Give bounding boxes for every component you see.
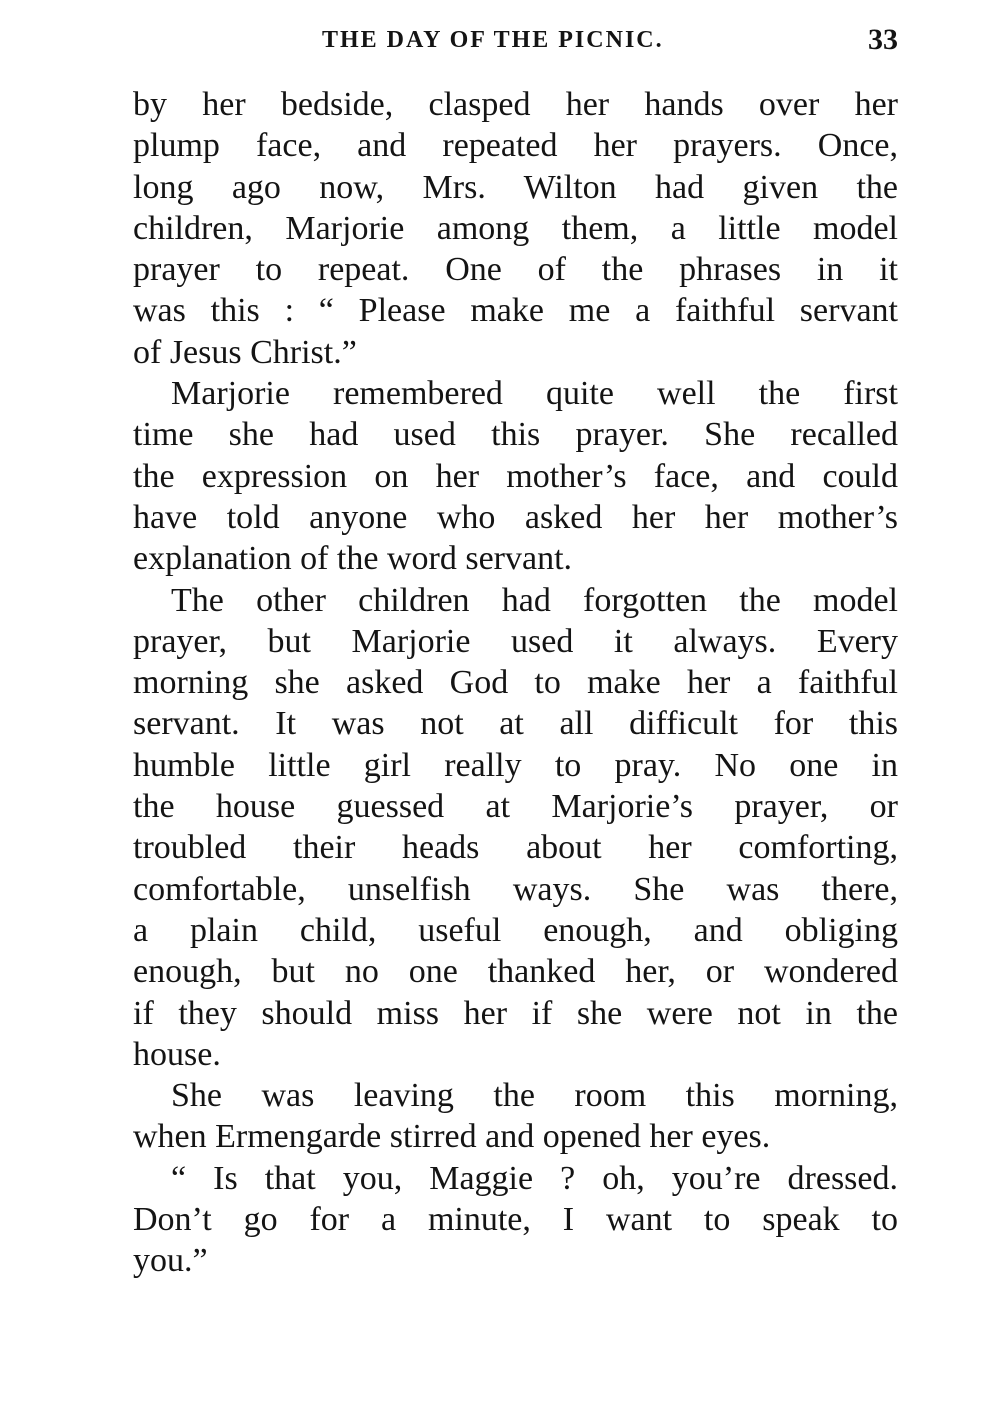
text-line: long ago now, Mrs. Wilton had given the xyxy=(133,168,898,206)
text-line: if they should miss her if she were not in the xyxy=(133,994,898,1032)
text-line: Don’t go for a minute, I want to speak to xyxy=(133,1201,898,1239)
text-line: She was leaving the room this morning, xyxy=(171,1077,898,1115)
text-line: time she had used this prayer. She recalled xyxy=(133,416,898,454)
text-line: prayer, but Marjorie used it always. Every xyxy=(133,622,898,660)
text-line: explanation of the word servant. xyxy=(133,540,573,578)
text-line: when Ermengarde stirred and opened her eyes. xyxy=(133,1118,771,1156)
text-line: The other children had forgotten the model xyxy=(171,581,898,619)
text-line: Marjorie remembered quite well the first xyxy=(171,375,898,413)
text-line: was this : “ Please make me a faithful servant xyxy=(133,292,898,330)
text-line: troubled their heads about her comforting, xyxy=(133,829,898,867)
body-text xyxy=(133,84,898,1282)
text-line: have told anyone who asked her her mother’s xyxy=(133,498,898,536)
text-line: prayer to repeat. One of the phrases in it xyxy=(133,251,898,289)
text-line: plump face, and repeated her prayers. Once, xyxy=(133,127,898,165)
text-line: “ Is that you, Maggie ? oh, you’re dressed. xyxy=(171,1159,898,1197)
text-line: comfortable, unselfish ways. She was there, xyxy=(133,870,898,908)
running-head xyxy=(132,22,898,58)
text-line: by her bedside, clasped her hands over her xyxy=(133,86,898,123)
text-line: of Jesus Christ.” xyxy=(133,333,357,371)
text-line: house. xyxy=(133,1035,221,1073)
text-line: enough, but no one thanked her, or wondered xyxy=(133,953,898,991)
page-number: 33 xyxy=(868,23,898,56)
text-line: the expression on her mother’s face, and could xyxy=(133,457,898,495)
running-title: THE DAY OF THE PICNIC. xyxy=(322,27,664,53)
text-line: servant. It was not at all difficult for this xyxy=(133,705,898,743)
text-line: a plain child, useful enough, and obliging xyxy=(133,911,898,949)
text-line: morning she asked God to make her a faithful xyxy=(133,664,898,702)
text-line: you.” xyxy=(133,1242,208,1280)
text-line: children, Marjorie among them, a little model xyxy=(133,209,898,247)
text-line: humble little girl really to pray. No one in xyxy=(133,746,898,784)
text-line: the house guessed at Marjorie’s prayer, or xyxy=(133,788,898,826)
